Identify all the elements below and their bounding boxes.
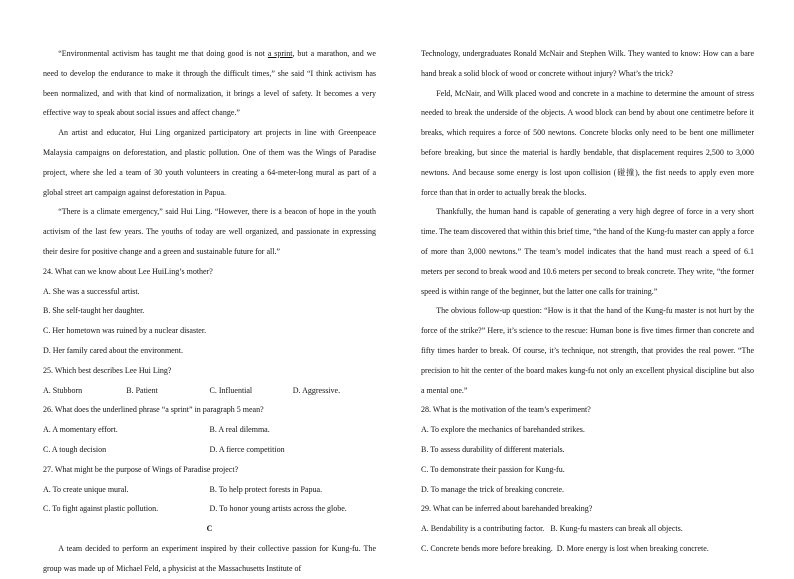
question-29: 29. What can be inferred about barehanded breaking? [421,504,593,514]
right-column [421,44,754,559]
option-27a: A. To create unique mural. [43,484,129,494]
option-27d: D. To honor young artists across the globe. [209,504,347,514]
option-25b: B. Patient [126,385,158,395]
paragraph: Feld, McNair, and Wilk placed wood and concrete in a machine to determine the amount of stress needed to break the underside of the objects. A wood block can bend by about one centimetre before it breaks, which requires a force of 500 newtons. Concrete blocks only need to be bent one millimeter before breaking, but since the material is hardly bendable, that displacement requires 2,500 to 3,000 newtons. And because some energy is lost upon collision (碰撞), the fist needs to apply even more force than that in order to actually break the blocks. [421,88,754,197]
options-25 [43,381,376,401]
question-25: 25. Which best describes Lee Hui Ling? [43,365,172,375]
question-26: 26. What does the underlined phrase “a sprint” in paragraph 5 mean? [43,405,264,415]
paragraph: Technology, undergraduates Ronald McNair and Stephen Wilk. They wanted to know: How can a bare hand break a solid block of wood or concrete without injury? What’s the trick? [421,49,754,78]
option-29c: C. Concrete bends more before breaking. [421,543,553,553]
option-26c: C. A tough decision [43,444,107,454]
option-25a: A. Stubborn [43,385,83,395]
option-26a: A. A momentary effort. [43,425,118,435]
left-column [43,44,376,579]
options-29-row1 [421,519,754,539]
section-heading: C [206,524,213,534]
underlined-phrase: a sprint [267,49,293,58]
option-28b: B. To assess durability of different materials. [421,444,565,454]
paragraph: “There is a climate emergency,” said Hui Ling. “However, there is a beacon of hope in the youth activism of the last few years. The youths of today are well organized, and passionate in expressing their desire for positive change and a green and sustainable future for all.” [43,207,376,256]
option-29d: D. More energy is lost when breaking concrete. [556,543,709,553]
question-24: 24. What can we know about Lee HuiLing’s mother? [43,266,213,276]
text-run: “Environmental activism has taught me that doing good is not [58,49,268,58]
options-29-row2 [421,539,754,559]
option-24a: A. She was a successful artist. [43,286,140,296]
paragraph: The obvious follow-up question: “How is it that the hand of the Kung-fu master is not hurt by the force of the strike?” Here, it’s science to the rescue: Human bone is five times firmer than concrete and fifty times harder to break. Of course, it’s technique, not strength, that provides the real power. “The precision to hit the center of the board makes kung-fu not only an excellent physical discipline but also a mental one.” [421,306,754,395]
option-28a: A. To explore the mechanics of barehanded strikes. [421,425,585,435]
question-27: 27. What might be the purpose of Wings of Paradise project? [43,464,239,474]
paragraph [43,44,376,123]
option-25d: D. Aggressive. [292,385,341,395]
option-27c: C. To fight against plastic pollution. [43,504,159,514]
option-26d: D. A fierce competition [209,444,285,454]
paragraph: An artist and educator, Hui Ling organized participatory art projects in line with Greenpeace Malaysia campaigns on deforestation, and plastic pollution. One of them was the Wings of Paradise project, where she led a team of 30 youth volunteers in creating a 64-meter-long mural as part of a global street art campaign against deforestation in Papua. [43,128,376,197]
options-27-row1 [43,480,376,500]
option-28c: C. To demonstrate their passion for Kung-fu. [421,464,565,474]
option-29a: A. Bendability is a contributing factor. [421,524,545,534]
option-24b: B. She self-taught her daughter. [43,306,145,316]
question-28: 28. What is the motivation of the team’s experiment? [421,405,591,415]
option-27b: B. To help protect forests in Papua. [209,484,323,494]
options-26-row1 [43,420,376,440]
options-27-row2 [43,499,376,519]
option-29b: B. Kung-fu masters can break all objects. [550,524,683,534]
option-28d: D. To manage the trick of breaking concrete. [421,484,565,494]
option-24c: C. Her hometown was ruined by a nuclear disaster. [43,326,207,336]
option-25c: C. Influential [209,385,253,395]
option-26b: B. A real dilemma. [209,425,270,435]
option-24d: D. Her family cared about the environment. [43,345,183,355]
paragraph: A team decided to perform an experiment inspired by their collective passion for Kung-fu. The group was made up of Michael Feld, a physicist at the Massachusetts Institute of [43,543,376,573]
options-26-row2 [43,440,376,460]
text-run: , but a marathon, and we need to develop the endurance to make it through the difficult times,” she said “I think activism has been normalized, and with that kind of normalization, it brings a level of safety. It becomes a very effective way to speak about social issues and affect change.” [43,49,376,118]
paragraph: Thankfully, the human hand is capable of generating a very high degree of force in a very short time. The team discovered that within this brief time, “the hand of the Kung-fu master can apply a force of more than 3,000 newtons.” The team’s model indicates that the hand must reach a speed of 6.1 meters per second to break wood and 10.6 meters per second to break concrete. They write, “the former speed is within range of the beginner, but the latter one calls for training.” [421,207,754,296]
